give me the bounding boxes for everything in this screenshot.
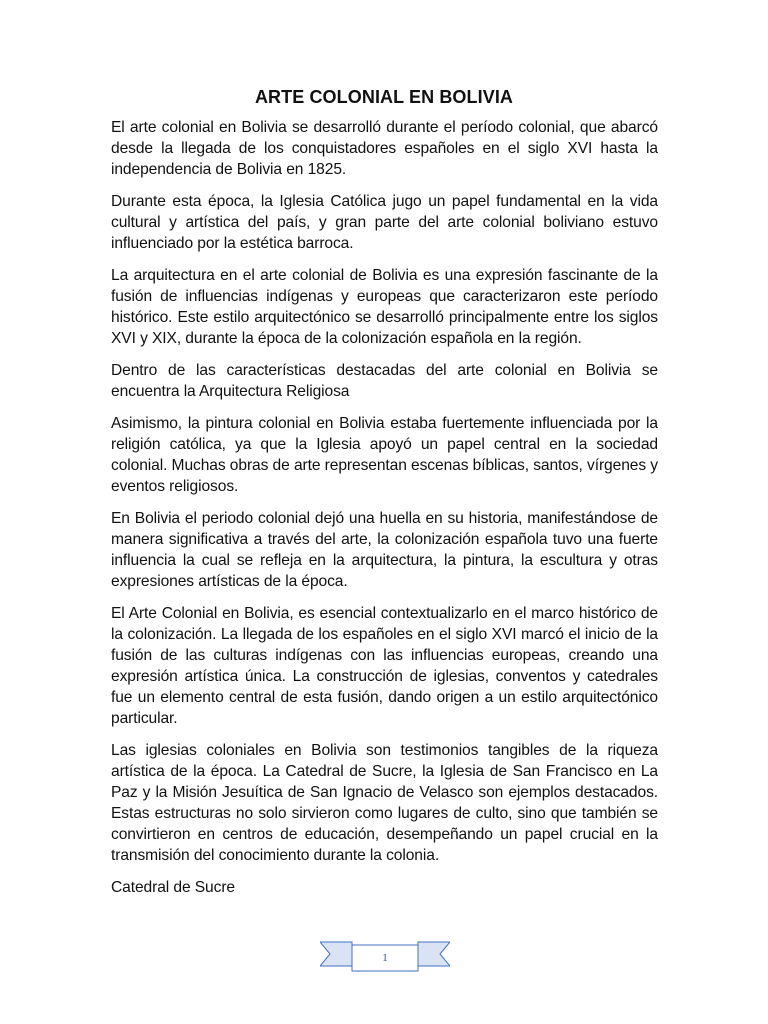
paragraph-6: En Bolivia el periodo colonial dejó una huella en su historia, manifestándose de manera significativa a través del arte, la colonización española tuvo una fuerte influencia la cual se refleja en la arquitectura, la pintura, la escultura y otras expresiones artísticas de la época. [111, 510, 658, 590]
paragraph-7: El Arte Colonial en Bolivia, es esencial contextualizarlo en el marco histórico de la colonización. La llegada de los españoles en el siglo XVI marcó el inicio de la fusión de las culturas indígenas con las influencias europeas, creando una expresión artística única. La construcción de iglesias, conventos y catedrales fue un elemento central de esta fusión, dando origen a un estilo arquitectónico particular. [111, 605, 658, 727]
paragraph-4: Dentro de las características destacadas del arte colonial en Bolivia se encuentra la Arquitectura Religiosa [111, 362, 658, 400]
paragraph-8: Las iglesias coloniales en Bolivia son testimonios tangibles de la riqueza artística de la época. La Catedral de Sucre, la Iglesia de San Francisco en La Paz y la Misión Jesuítica de San Ignacio de Velasco son ejemplos destacados. Estas estructuras no solo sirvieron como lugares de culto, sino que también se convirtieron en centros de educación, desempeñando un papel crucial en la transmisión del conocimiento durante la colonia. [111, 742, 658, 864]
paragraph-9: Catedral de Sucre [111, 879, 235, 896]
paragraph-3: La arquitectura en el arte colonial de Bolivia es una expresión fascinante de la fusión de influencias indígenas y europeas que caracterizaron este período histórico. Este estilo arquitectónico se desarrolló principalmente entre los siglos XVI y XIX, durante la época de la colonización española en la región. [111, 267, 658, 347]
document-body [111, 117, 658, 909]
document-title: ARTE COLONIAL EN BOLIVIA [254, 87, 514, 107]
page-number: 1 [382, 952, 388, 964]
paragraph-2: Durante esta época, la Iglesia Católica jugo un papel fundamental en la vida cultural y artística del país, y gran parte del arte colonial boliviano estuvo influenciado por la estética barroca. [111, 193, 658, 252]
page-number-footer [320, 938, 450, 974]
paragraph-5: Asimismo, la pintura colonial en Bolivia estaba fuertemente influenciada por la religión católica, ya que la Iglesia apoyó un papel central en la sociedad colonial. Muchas obras de arte representan escenas bíblicas, santos, vírgenes y eventos religiosos. [111, 415, 658, 495]
paragraph-1: El arte colonial en Bolivia se desarrolló durante el período colonial, que abarcó desde la llegada de los conquistadores españoles en el siglo XVI hasta la independencia de Bolivia en 1825. [111, 119, 658, 178]
